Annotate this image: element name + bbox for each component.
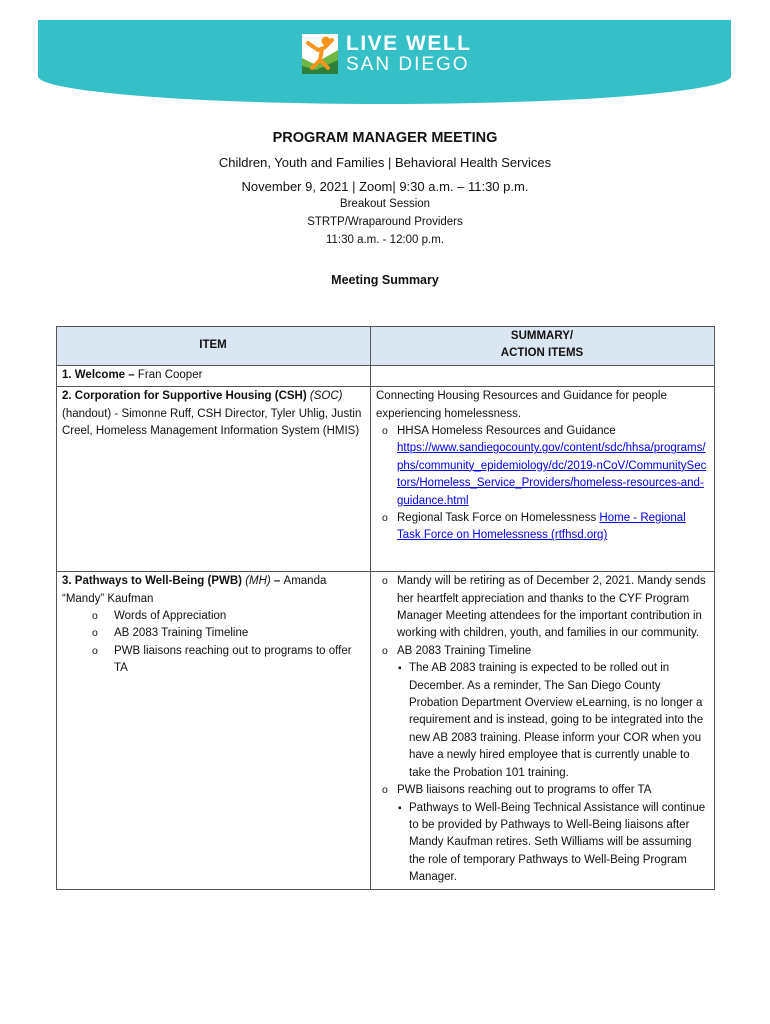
- date-line: November 9, 2021 | Zoom| 9:30 a.m. – 11:30 p.m.: [241, 179, 529, 194]
- hhsa-resources-link[interactable]: https://www.sandiegocounty.gov/content/sdc/hhsa/programs/phs/community_epidemiology/dc/2019-nCoV/CommunitySectors/Homeless_Service_Providers/homeless-resources-and-guidance.html: [397, 442, 707, 507]
- item-cell: [57, 387, 371, 572]
- col-header-item: ITEM: [57, 327, 371, 366]
- item-cell: 1. Welcome – Fran Cooper: [57, 365, 371, 386]
- item-title: 2. Corporation for Supportive Housing (CSH): [62, 390, 307, 403]
- table-row: [57, 387, 715, 572]
- summary-intro: Connecting Housing Resources and Guidance for people experiencing homelessness.: [376, 390, 667, 420]
- list-item: o PWB liaisons reaching out to programs to offer TA: [86, 643, 364, 678]
- session-time: 11:30 a.m. - 12:00 p.m.: [325, 234, 445, 246]
- list-item: o Regional Task Force on Homelessness Home - Regional Task Force on Homelessness (rtfhsd.org): [376, 510, 708, 545]
- table-header-row: [57, 327, 715, 366]
- item-tag: (SOC): [309, 390, 343, 403]
- item-tag: (MH): [245, 575, 271, 588]
- subtitle: Children, Youth and Families | Behavioral Health Services: [218, 155, 552, 170]
- list-item: o AB 2083 Training Timeline ▪ The AB 2083 training is expected to be rolled out in December. As a reminder, The San Diego County Probation Department Overview eLearning, is no longer a requirement and is instead, going to be integrated into the new AB 2083 training. Please inform your COR when you have a newly hired employee that is currently unable to take the Probation 101 training.: [376, 643, 708, 782]
- list-item: o Words of Appreciation: [86, 608, 364, 625]
- item-detail: (handout) - Simonne Ruff, CSH Director, Tyler Uhlig, Justin Creel, Homeless Management Information System (HMIS): [62, 407, 362, 438]
- item-cell: 3. Pathways to Well-Being (PWB) (MH) – Amanda “Mandy” Kaufman o Words of Appreciation o AB 2083 Training Timeline o PWB liaisons reaching out to programs to offer TA: [57, 572, 371, 889]
- table-row: [57, 572, 715, 889]
- col-header-summary-2: ACTION ITEMS: [500, 347, 584, 360]
- list-item: o PWB liaisons reaching out to programs to offer TA ▪ Pathways to Well-Being Technical Assistance will continue to be provided by Pathways to Well-Being liaisons after Mandy Kaufman retires. Seth Williams will be assuming the role of temporary Pathways to Well-Being Program Manager.: [376, 782, 708, 886]
- sub-list-item: ▪ Pathways to Well-Being Technical Assistance will continue to be provided by Pathways to Well-Being liaisons after Mandy Kaufman retires. Seth Williams will be assuming the role of temporary Pathways to Well-Being Program Manager.: [397, 800, 708, 887]
- item-title: 3. Pathways to Well-Being (PWB): [62, 575, 242, 588]
- logo-line-1: LIVE WELL: [346, 32, 472, 55]
- item-title: 1. Welcome: [62, 368, 126, 381]
- col-header-summary-1: SUMMARY/: [510, 330, 574, 342]
- breakout-label: Breakout Session: [339, 198, 431, 210]
- rtfh-link[interactable]: Home - Regional Task Force on Homelessness (rtfhsd.org): [397, 512, 686, 542]
- sub-list-item: ▪ The AB 2083 training is expected to be rolled out in December. As a reminder, The San Diego County Probation Department Overview eLearning, is no longer a requirement and is instead, going to be integrated into the new AB 2083 training. Please inform your COR when you have a newly hired employee that is currently unable to take the Probation 101 training.: [397, 660, 708, 782]
- summary-table: [56, 326, 715, 890]
- summary-cell: [371, 387, 715, 572]
- meeting-summary-heading: Meeting Summary: [331, 273, 439, 287]
- item-presenter: Fran Cooper: [137, 368, 203, 381]
- providers-label: STRTP/Wraparound Providers: [307, 216, 463, 228]
- list-item: o HHSA Homeless Resources and Guidance https://www.sandiegocounty.gov/content/sdc/hhsa/programs/phs/community_epidemiology/dc/2019-nCoV/CommunitySectors/Homeless_Service_Providers/homeless-resources-and-guidance.html: [376, 423, 708, 510]
- summary-cell: [371, 365, 715, 386]
- col-header-summary: [371, 327, 715, 366]
- summary-cell: [371, 572, 715, 889]
- page-title: PROGRAM MANAGER MEETING: [272, 130, 498, 146]
- live-well-logo: [302, 33, 472, 74]
- logo-line-2: SAN DIEGO: [346, 54, 470, 75]
- list-item: o Mandy will be retiring as of December 2, 2021. Mandy sends her heartfelt appreciation and thanks to the CYF Program Manager Meeting attendees for the important contribution in working with children, youth, and families in our community.: [376, 573, 708, 643]
- live-well-figure-icon: [302, 34, 338, 74]
- table-row: [57, 365, 715, 386]
- list-item: o AB 2083 Training Timeline: [86, 625, 364, 642]
- item-presenter: Amanda “Mandy” Kaufman: [62, 575, 327, 605]
